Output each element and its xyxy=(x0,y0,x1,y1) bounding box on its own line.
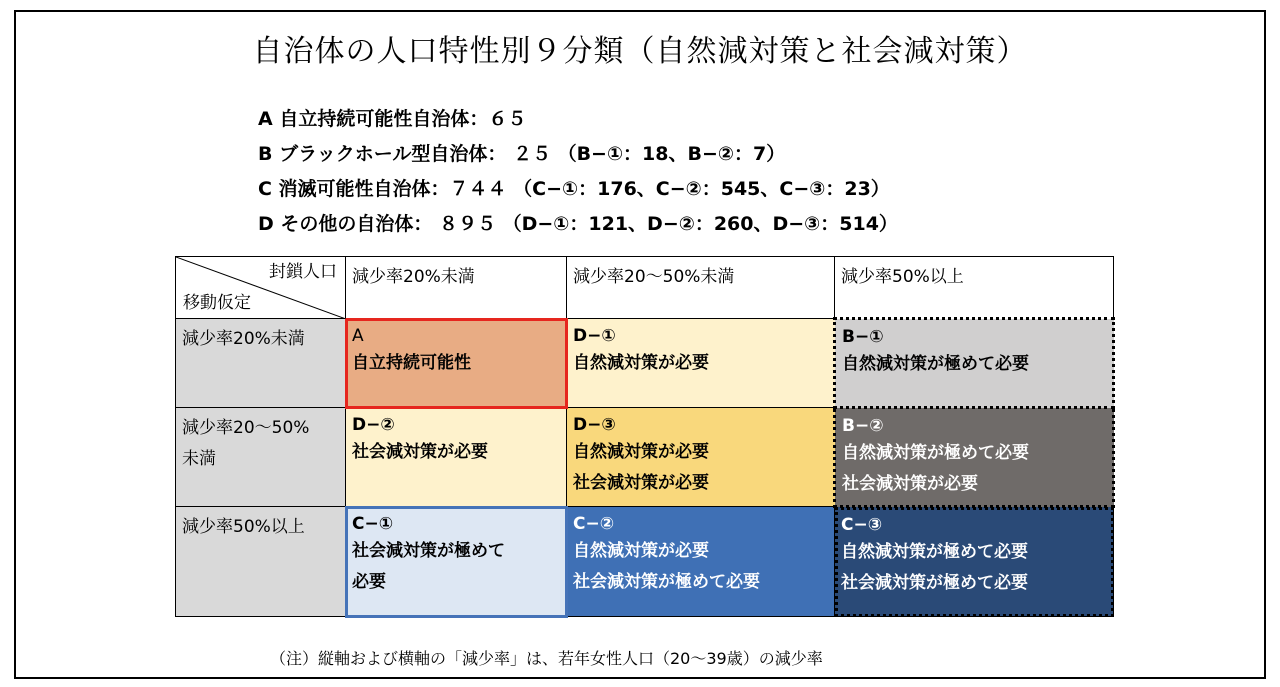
corner-label-top: 封鎖人口 xyxy=(269,262,337,282)
corner-label-bottom: 移動仮定 xyxy=(183,293,251,313)
cell-code: C−② xyxy=(573,514,615,534)
cell-c1 xyxy=(346,507,567,617)
summary-item-a: A 自立持続可能性自治体：６５ xyxy=(258,108,527,130)
cell-text: 社会減対策が必要 xyxy=(842,474,978,494)
cell-text: 自然減対策が極めて必要 xyxy=(842,354,1029,374)
cell-text: 自然減対策が極めて必要 xyxy=(842,443,1029,463)
column-header-1: 減少率20%未満 xyxy=(346,257,567,319)
cell-text: 自立持続可能性 xyxy=(352,353,471,373)
cell-code: B−② xyxy=(842,416,884,436)
cell-text: 社会減対策が極めて必要 xyxy=(573,572,760,592)
summary-item-b: B ブラックホール型自治体： ２５ （B−①：18、B−②：7） xyxy=(258,143,786,165)
cell-d1 xyxy=(567,319,835,408)
slide-title: 自治体の人口特性別９分類（自然減対策と社会減対策） xyxy=(252,34,1028,69)
cell-code: C−③ xyxy=(841,515,883,535)
cell-text: 社会減対策が必要 xyxy=(352,442,488,462)
cell-c2 xyxy=(567,507,835,617)
classification-matrix xyxy=(175,256,1115,617)
cell-code: D−② xyxy=(352,415,395,435)
column-header-2: 減少率20〜50%未満 xyxy=(567,257,835,319)
cell-b2 xyxy=(835,408,1114,507)
cell-text: 社会減対策が極めて xyxy=(352,541,505,561)
cell-b1 xyxy=(835,319,1114,408)
row-header-line: 未満 xyxy=(182,449,216,469)
cell-text: 自然減対策が必要 xyxy=(573,353,709,373)
cell-text: 社会減対策が極めて必要 xyxy=(841,573,1028,593)
row-header-2 xyxy=(176,408,346,507)
cell-code: A xyxy=(352,326,364,346)
cell-d3 xyxy=(567,408,835,507)
cell-text: 社会減対策が必要 xyxy=(573,473,709,493)
cell-code: D−① xyxy=(573,326,616,346)
column-header-3: 減少率50%以上 xyxy=(835,257,1114,319)
cell-code: B−① xyxy=(842,327,884,347)
summary-item-d: D その他の自治体： ８９５ （D−①：121、D−②：260、D−③：514） xyxy=(258,213,898,235)
cell-code: D−③ xyxy=(573,415,616,435)
cell-text: 自然減対策が極めて必要 xyxy=(841,542,1028,562)
cell-d2 xyxy=(346,408,567,507)
row-header-1: 減少率20%未満 xyxy=(176,319,346,408)
cell-a xyxy=(346,319,567,408)
summary-item-c: C 消滅可能性自治体：７４４ （C−①：176、C−②：545、C−③：23） xyxy=(258,178,890,200)
cell-code: C−① xyxy=(352,514,394,534)
row-header-line: 減少率20〜50% xyxy=(182,418,310,438)
row-header-3: 減少率50%以上 xyxy=(176,507,346,617)
cell-text: 自然減対策が必要 xyxy=(573,541,709,561)
corner-header xyxy=(176,257,346,319)
summary-list xyxy=(258,106,898,246)
cell-c3 xyxy=(835,507,1114,617)
cell-text: 自然減対策が必要 xyxy=(573,442,709,462)
cell-text: 必要 xyxy=(352,572,386,592)
footnote: （注）縦軸および横軸の「減少率」は、若年女性人口（20〜39歳）の減少率 xyxy=(270,649,823,668)
